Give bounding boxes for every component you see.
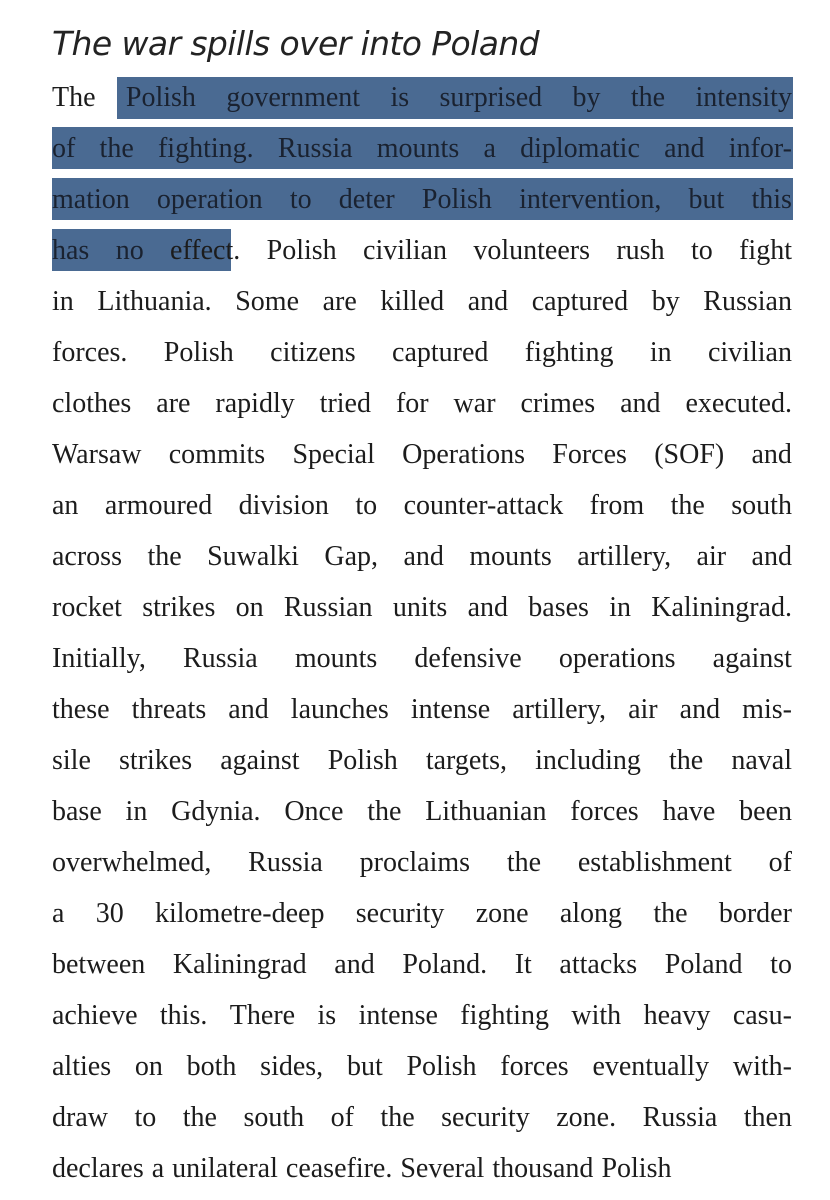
word: volunteers	[473, 235, 590, 266]
word: sides,	[260, 1051, 324, 1082]
word: in	[649, 337, 672, 368]
word: Polish	[266, 235, 337, 266]
word: to	[134, 1102, 157, 1133]
word: units	[392, 592, 448, 623]
text-line	[52, 736, 792, 786]
word: an	[52, 490, 79, 521]
word: a	[52, 898, 65, 929]
word: rapidly	[215, 388, 295, 419]
word: and	[679, 694, 721, 725]
highlighted-word: a	[483, 133, 496, 164]
word: rocket	[52, 592, 122, 623]
word: Lithuania.	[97, 286, 212, 317]
word: the	[669, 745, 704, 776]
word: Poland.	[402, 949, 488, 980]
word: proclaims	[359, 847, 471, 878]
word: achieve	[52, 1000, 138, 1031]
word: intense	[410, 694, 491, 725]
word: by	[651, 286, 680, 317]
word: strikes	[142, 592, 216, 623]
highlighted-word: intensity	[695, 82, 792, 113]
word: have	[662, 796, 716, 827]
word: a	[151, 1153, 165, 1184]
word: Once	[284, 796, 344, 827]
word: base	[52, 796, 102, 827]
word: to	[355, 490, 378, 521]
word: and	[751, 439, 792, 470]
word: war	[453, 388, 496, 419]
word: Special	[292, 439, 375, 470]
word: captured	[392, 337, 489, 368]
text-line	[52, 277, 792, 327]
text-line	[52, 583, 792, 633]
word: in	[125, 796, 148, 827]
word: crimes	[520, 388, 596, 419]
word: ceasefire.	[285, 1153, 393, 1184]
highlighted-word: Polish	[421, 184, 492, 215]
word: the	[670, 490, 705, 521]
word: in	[609, 592, 631, 623]
word: the	[147, 541, 182, 572]
highlighted-word: this	[751, 184, 792, 215]
word: the	[367, 796, 402, 827]
word: Kaliningrad	[172, 949, 307, 980]
word: Polish	[406, 1051, 477, 1082]
text-line	[52, 1144, 792, 1194]
highlighted-word: Russia	[277, 133, 353, 164]
text-line	[52, 124, 792, 174]
word: south	[731, 490, 792, 521]
word: division	[238, 490, 329, 521]
word: forces	[500, 1051, 569, 1082]
highlighted-word: the	[630, 82, 666, 113]
word: counter-attack	[403, 490, 564, 521]
word: across	[52, 541, 122, 572]
word: the	[653, 898, 688, 929]
word: air	[696, 541, 727, 572]
word: unilateral	[172, 1153, 278, 1184]
word: but	[346, 1051, 383, 1082]
word: with-	[732, 1051, 792, 1082]
word: the	[380, 1102, 415, 1133]
word: Some	[235, 286, 300, 317]
text-line	[52, 73, 792, 123]
word: armoured	[104, 490, 213, 521]
word: heavy	[643, 1000, 711, 1031]
text-line	[52, 175, 792, 225]
word: Initially,	[52, 643, 146, 674]
word: between	[52, 949, 146, 980]
text-line	[52, 940, 792, 990]
word: Warsaw	[52, 439, 142, 470]
word: Polish	[601, 1153, 672, 1184]
word: including	[535, 745, 641, 776]
word: the	[506, 847, 542, 878]
word: forces	[570, 796, 639, 827]
highlighted-word: to	[289, 184, 312, 215]
word: Gdynia.	[171, 796, 261, 827]
word: overwhelmed,	[52, 847, 212, 878]
word: targets,	[425, 745, 507, 776]
word: and	[228, 694, 269, 725]
word: on	[134, 1051, 163, 1082]
word: along	[559, 898, 623, 929]
word: Russian	[283, 592, 373, 623]
word: killed	[380, 286, 445, 317]
text-line	[52, 991, 792, 1041]
highlighted-word: infor-	[728, 133, 792, 164]
word: zone	[475, 898, 529, 929]
text-line	[52, 838, 792, 888]
word: for	[395, 388, 429, 419]
word: intense	[358, 1000, 438, 1031]
highlighted-word: has	[52, 235, 90, 266]
word: The	[52, 82, 96, 113]
word: (SOF)	[654, 439, 725, 470]
highlighted-word: by	[572, 82, 601, 113]
word: launches	[290, 694, 389, 725]
word: Polish	[163, 337, 234, 368]
word: and	[334, 949, 375, 980]
text-line	[52, 481, 792, 531]
word: and	[751, 541, 792, 572]
word: draw	[52, 1102, 108, 1133]
word: Several	[400, 1153, 485, 1184]
highlighted-word: but	[688, 184, 725, 215]
word: Lithuanian	[425, 796, 547, 827]
word: from	[589, 490, 645, 521]
word: and	[403, 541, 444, 572]
word: are	[322, 286, 357, 317]
highlighted-word: intervention,	[519, 184, 662, 215]
highlighted-word: mation	[52, 184, 130, 215]
word: zone.	[556, 1102, 617, 1133]
word: executed.	[685, 388, 792, 419]
word: Polish	[327, 745, 398, 776]
text-line	[52, 430, 792, 480]
word: bases	[528, 592, 589, 623]
word: It	[514, 949, 532, 980]
highlighted-word: is	[390, 82, 410, 113]
highlighted-word: surprised	[439, 82, 543, 113]
word: these	[52, 694, 110, 725]
word: attacks	[559, 949, 638, 980]
word: with	[571, 1000, 622, 1031]
word: There	[229, 1000, 296, 1031]
word: Russian	[703, 286, 792, 317]
highlighted-word: diplomatic	[520, 133, 640, 164]
word: Russia	[642, 1102, 718, 1133]
word: naval	[731, 745, 792, 776]
word: Suwalki	[207, 541, 299, 572]
word: threats	[131, 694, 207, 725]
word: Operations	[402, 439, 526, 470]
word: Russia	[248, 847, 323, 878]
word: thousand	[492, 1153, 594, 1184]
word: eventually	[592, 1051, 710, 1082]
text-line	[52, 685, 792, 735]
word: clothes	[52, 388, 132, 419]
word: are	[156, 388, 191, 419]
word: Russia	[182, 643, 258, 674]
word: both	[186, 1051, 237, 1082]
word: alties	[52, 1051, 112, 1082]
word: mis-	[742, 694, 792, 725]
word: fight	[739, 235, 792, 266]
word: mounts	[469, 541, 552, 572]
word: Gap,	[324, 541, 378, 572]
word: Poland	[664, 949, 743, 980]
word: fighting	[524, 337, 614, 368]
word: captured	[531, 286, 629, 317]
word: and	[620, 388, 661, 419]
highlighted-word: mounts	[376, 133, 460, 164]
word: operations	[558, 643, 676, 674]
highlighted-word: of	[52, 133, 76, 164]
word: strikes	[119, 745, 193, 776]
word: commits	[168, 439, 266, 470]
word: and	[467, 592, 508, 623]
word: mounts	[294, 643, 378, 674]
word: establishment	[577, 847, 732, 878]
word: then	[743, 1102, 792, 1133]
word: is	[317, 1000, 337, 1031]
word: security	[441, 1102, 530, 1133]
highlighted-word: and	[664, 133, 705, 164]
word: been	[739, 796, 792, 827]
text-line	[52, 328, 792, 378]
word: Forces	[552, 439, 627, 470]
word: against	[220, 745, 300, 776]
highlighted-word: Polish	[125, 82, 196, 113]
word: artillery,	[577, 541, 672, 572]
word: in	[52, 286, 74, 317]
word: of	[330, 1102, 354, 1133]
word: rush	[616, 235, 665, 266]
word: effect.	[170, 235, 241, 266]
word: civilian	[363, 235, 447, 266]
highlighted-word: fighting.	[157, 133, 254, 164]
word: to	[690, 235, 713, 266]
highlighted-word: operation	[156, 184, 263, 215]
word: this.	[159, 1000, 208, 1031]
text-line	[52, 787, 792, 837]
word: 30	[95, 898, 124, 929]
word: south	[243, 1102, 305, 1133]
word: forces.	[52, 337, 128, 368]
text-line	[52, 226, 792, 276]
word: casu-	[732, 1000, 792, 1031]
word: border	[718, 898, 792, 929]
word: tried	[319, 388, 371, 419]
word: against	[712, 643, 792, 674]
highlighted-word: government	[226, 82, 361, 113]
text-line	[52, 379, 792, 429]
text-line	[52, 532, 792, 582]
text-line	[52, 889, 792, 939]
word: declares	[52, 1153, 144, 1184]
word: air	[628, 694, 658, 725]
word: security	[355, 898, 445, 929]
word: and	[467, 286, 509, 317]
word: citizens	[270, 337, 356, 368]
word: defensive	[414, 643, 522, 674]
text-line	[52, 634, 792, 684]
highlighted-word: the	[99, 133, 134, 164]
word: to	[770, 949, 792, 980]
word: sile	[52, 745, 91, 776]
word: on	[235, 592, 264, 623]
word: civilian	[707, 337, 792, 368]
section-heading: The war spills over into Poland	[52, 24, 539, 63]
highlighted-word: no	[115, 235, 144, 266]
word: Kaliningrad.	[651, 592, 792, 623]
word: fighting	[460, 1000, 549, 1031]
highlighted-word: deter	[338, 184, 395, 215]
word: kilometre-deep	[155, 898, 325, 929]
word: of	[768, 847, 792, 878]
text-line	[52, 1093, 792, 1143]
word: the	[182, 1102, 217, 1133]
text-line	[52, 1042, 792, 1092]
word: artillery,	[512, 694, 607, 725]
